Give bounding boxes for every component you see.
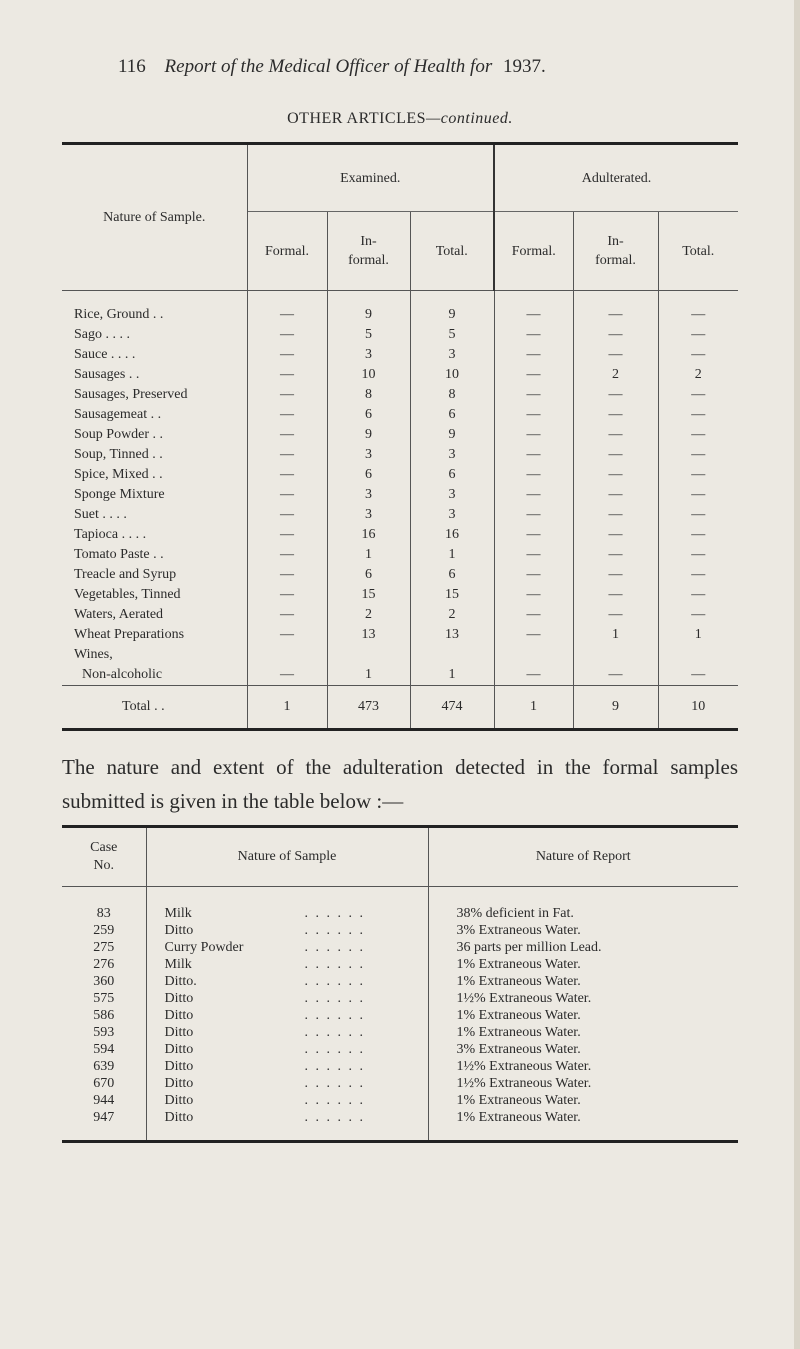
examined-informal: 3: [327, 505, 410, 525]
report-title: Report of the Medical Officer of Health for: [164, 56, 493, 77]
adulterated-formal: —: [494, 445, 573, 465]
sample-name: Ditto: [164, 1093, 194, 1108]
table-row: [62, 922, 738, 939]
report-text: 1½% Extraneous Water.: [428, 1058, 738, 1075]
sample-cell: [146, 973, 428, 990]
examined-informal: 6: [327, 565, 410, 585]
adulterated-total: —: [658, 465, 738, 485]
sample-name: Tomato Paste . .: [74, 547, 164, 562]
header-adulterated: Adulterated.: [494, 144, 738, 212]
sample-name: Sausages . .: [74, 367, 140, 382]
table-row: [62, 445, 738, 465]
examined-formal: —: [247, 405, 327, 425]
examined-informal: 8: [327, 385, 410, 405]
adulterated-total: 1: [658, 625, 738, 645]
adulterated-formal: —: [494, 365, 573, 385]
examined-total: 9: [410, 425, 494, 445]
table-row: [62, 565, 738, 585]
wines-examined-total: 1: [410, 665, 494, 686]
adulterated-informal: —: [573, 305, 658, 325]
leader-dots: . . . . . .: [304, 1025, 365, 1040]
adulterated-total: —: [658, 385, 738, 405]
case-number: 670: [93, 1076, 115, 1091]
leader-dots: . . . . . .: [304, 991, 365, 1006]
table-row: [62, 905, 738, 922]
table-row: [62, 505, 738, 525]
table-row: [62, 973, 738, 990]
adulterated-total: —: [658, 605, 738, 625]
subtitle-continued: —continued.: [426, 110, 513, 127]
table-row: [62, 625, 738, 645]
examined-formal: —: [247, 425, 327, 445]
sample-name: Spice, Mixed . .: [74, 467, 163, 482]
sample-name: Sausages, Preserved: [74, 387, 188, 402]
case-number: 575: [93, 991, 115, 1006]
total-examined-formal: 1: [247, 686, 327, 730]
subtitle-main: OTHER ARTICLES: [287, 110, 427, 127]
examined-informal: 3: [327, 345, 410, 365]
total-adulterated-total: 10: [658, 686, 738, 730]
examined-informal: 9: [327, 305, 410, 325]
wines-examined-informal: 1: [327, 665, 410, 686]
examined-formal: —: [247, 385, 327, 405]
examined-informal: 10: [327, 365, 410, 385]
examined-formal: —: [247, 625, 327, 645]
report-text: 1% Extraneous Water.: [428, 1007, 738, 1024]
case-number: 593: [93, 1025, 115, 1040]
table-row: [62, 605, 738, 625]
adulterated-formal: —: [494, 405, 573, 425]
sample-name: Soup Powder . .: [74, 427, 164, 442]
report-text: 1% Extraneous Water.: [428, 1092, 738, 1109]
header-nature-of-report: Nature of Report: [428, 827, 738, 887]
adulterated-formal: —: [494, 505, 573, 525]
report-text: 1½% Extraneous Water.: [428, 990, 738, 1007]
leader-dots: . . . . . .: [304, 906, 365, 921]
adulterated-total: —: [658, 585, 738, 605]
examined-informal: 3: [327, 485, 410, 505]
section-subtitle: [0, 110, 800, 128]
report-text: 1% Extraneous Water.: [428, 1024, 738, 1041]
wines-adulterated-informal: —: [573, 665, 658, 686]
intro-paragraph: The nature and extent of the adulteration detected in the formal samples submitted is given in the table below :—: [62, 755, 738, 813]
examined-total: 10: [410, 365, 494, 385]
page-edge: [794, 0, 800, 1349]
leader-dots: . . . . . .: [304, 1059, 365, 1074]
adulterated-informal: —: [573, 385, 658, 405]
adulterated-formal: —: [494, 585, 573, 605]
leader-dots: . . . . . .: [304, 1042, 365, 1057]
report-text: 1% Extraneous Water.: [428, 1109, 738, 1126]
table-row: [62, 990, 738, 1007]
adulterated-informal: 2: [573, 365, 658, 385]
adulterated-informal: —: [573, 465, 658, 485]
table-row: [62, 325, 738, 345]
case-number: 83: [96, 906, 111, 921]
sample-name: Vegetables, Tinned: [74, 587, 181, 602]
header-adulterated-total: Total.: [658, 212, 738, 291]
case-number: 594: [93, 1042, 115, 1057]
examined-informal: 2: [327, 605, 410, 625]
total-adulterated-formal: 1: [494, 686, 573, 730]
adulterated-informal: —: [573, 605, 658, 625]
examined-informal: 15: [327, 585, 410, 605]
examined-total: 3: [410, 445, 494, 465]
total-examined-informal: 473: [327, 686, 410, 730]
examined-total: 13: [410, 625, 494, 645]
adulterated-total: —: [658, 525, 738, 545]
sample-name: Ditto: [164, 991, 194, 1006]
header-case-no: Case No.: [62, 827, 146, 887]
other-articles-table: [62, 142, 738, 731]
adulterated-informal: —: [573, 425, 658, 445]
table-row: [62, 939, 738, 956]
sample-cell: [146, 1041, 428, 1058]
sample-cell: [146, 939, 428, 956]
total-examined-total: 474: [410, 686, 494, 730]
wines-label-line1: Wines,: [74, 647, 113, 662]
report-text: 3% Extraneous Water.: [428, 1041, 738, 1058]
adulterated-formal: —: [494, 545, 573, 565]
total-label: Total . .: [62, 686, 247, 730]
examined-total: 15: [410, 585, 494, 605]
adulterated-informal: —: [573, 445, 658, 465]
examined-formal: —: [247, 605, 327, 625]
table-row: [62, 1109, 738, 1126]
table-row: [62, 345, 738, 365]
sample-name: Ditto: [164, 1008, 194, 1023]
examined-total: 6: [410, 405, 494, 425]
examined-formal: —: [247, 325, 327, 345]
adulterated-total: —: [658, 565, 738, 585]
header-examined-total: Total.: [410, 212, 494, 291]
examined-total: 2: [410, 605, 494, 625]
sample-cell: [146, 1007, 428, 1024]
adulterated-informal: —: [573, 565, 658, 585]
table-row: [62, 545, 738, 565]
adulterated-total: —: [658, 445, 738, 465]
examined-informal: 3: [327, 445, 410, 465]
adulterated-informal: —: [573, 525, 658, 545]
leader-dots: . . . . . .: [304, 1093, 365, 1108]
sample-name: Waters, Aerated: [74, 607, 164, 622]
table-row: [62, 1058, 738, 1075]
examined-informal: 1: [327, 545, 410, 565]
adulterated-total: —: [658, 505, 738, 525]
wines-examined-formal: —: [247, 665, 327, 686]
adulterated-informal: —: [573, 405, 658, 425]
examined-formal: —: [247, 505, 327, 525]
sample-name: Curry Powder: [164, 940, 244, 955]
sample-name: Sauce . . . .: [74, 347, 136, 362]
report-text: 1% Extraneous Water.: [428, 956, 738, 973]
sample-name: Suet . . . .: [74, 507, 127, 522]
case-number: 275: [93, 940, 115, 955]
total-adulterated-informal: 9: [573, 686, 658, 730]
adulterated-formal: —: [494, 625, 573, 645]
sample-name: Ditto: [164, 1059, 194, 1074]
adulterated-informal: 1: [573, 625, 658, 645]
examined-total: 6: [410, 465, 494, 485]
adulterated-total: —: [658, 545, 738, 565]
adulterated-informal: —: [573, 505, 658, 525]
examined-total: 8: [410, 385, 494, 405]
sample-cell: [146, 905, 428, 922]
wines-label-line2: Non-alcoholic: [82, 667, 163, 682]
adulterated-informal: —: [573, 345, 658, 365]
examined-formal: —: [247, 525, 327, 545]
case-number: 276: [93, 957, 115, 972]
examined-informal: 13: [327, 625, 410, 645]
case-number: 947: [93, 1110, 115, 1125]
sample-name: Milk: [164, 957, 192, 972]
examined-formal: —: [247, 345, 327, 365]
page-header: [118, 56, 546, 78]
wines-adulterated-total: —: [658, 665, 738, 686]
case-number: 360: [93, 974, 115, 989]
adulterated-total: —: [658, 305, 738, 325]
report-text: 1% Extraneous Water.: [428, 973, 738, 990]
sample-cell: [146, 990, 428, 1007]
adulterated-informal: —: [573, 485, 658, 505]
examined-formal: —: [247, 305, 327, 325]
leader-dots: . . . . . .: [304, 1008, 365, 1023]
case-number: 639: [93, 1059, 115, 1074]
leader-dots: . . . . . .: [304, 974, 365, 989]
sample-name: Ditto: [164, 1042, 194, 1057]
examined-total: 1: [410, 545, 494, 565]
report-year: 1937.: [502, 56, 546, 77]
report-text: 36 parts per million Lead.: [428, 939, 738, 956]
adulteration-details-table: [62, 825, 738, 1143]
table-row: [62, 1092, 738, 1109]
sample-name: Ditto: [164, 1076, 194, 1091]
examined-informal: 16: [327, 525, 410, 545]
table-row: [62, 1075, 738, 1092]
table-row: [62, 1024, 738, 1041]
examined-formal: —: [247, 585, 327, 605]
header-adulterated-formal: Formal.: [494, 212, 573, 291]
report-text: 38% deficient in Fat.: [428, 905, 738, 922]
sample-cell: [146, 1075, 428, 1092]
examined-informal: 5: [327, 325, 410, 345]
examined-formal: —: [247, 445, 327, 465]
header-nature-of-sample: Nature of Sample.: [103, 210, 206, 225]
case-number: 586: [93, 1008, 115, 1023]
sample-name: Ditto: [164, 1025, 194, 1040]
header-nature-of-sample: Nature of Sample: [146, 827, 428, 887]
examined-informal: 6: [327, 405, 410, 425]
leader-dots: . . . . . .: [304, 1110, 365, 1125]
header-examined-formal: Formal.: [247, 212, 327, 291]
adulterated-total: 2: [658, 365, 738, 385]
adulterated-total: —: [658, 485, 738, 505]
adulterated-total: —: [658, 425, 738, 445]
adulterated-formal: —: [494, 485, 573, 505]
sample-name: Wheat Preparations: [74, 627, 185, 642]
examined-formal: —: [247, 545, 327, 565]
table-row: [62, 465, 738, 485]
table-row: [62, 956, 738, 973]
sample-name: Treacle and Syrup: [74, 567, 177, 582]
sample-name: Tapioca . . . .: [74, 527, 147, 542]
report-text: 1½% Extraneous Water.: [428, 1075, 738, 1092]
sample-name: Sponge Mixture: [74, 487, 165, 502]
sample-cell: [146, 956, 428, 973]
examined-total: 16: [410, 525, 494, 545]
table-row: [62, 485, 738, 505]
sample-cell: [146, 1024, 428, 1041]
sample-cell: [146, 1058, 428, 1075]
case-number: 259: [93, 923, 115, 938]
wines-adulterated-formal: —: [494, 665, 573, 686]
adulterated-informal: —: [573, 545, 658, 565]
sample-name: Rice, Ground . .: [74, 307, 164, 322]
case-number: 944: [93, 1093, 115, 1108]
examined-informal: 6: [327, 465, 410, 485]
sample-cell: [146, 1109, 428, 1126]
adulterated-total: —: [658, 345, 738, 365]
sample-name: Sago . . . .: [74, 327, 130, 342]
sample-cell: [146, 1092, 428, 1109]
table-row: [62, 305, 738, 325]
total-row: [62, 686, 738, 730]
adulterated-formal: —: [494, 425, 573, 445]
table-row: [62, 365, 738, 385]
adulterated-formal: —: [494, 385, 573, 405]
adulterated-formal: —: [494, 305, 573, 325]
adulterated-formal: —: [494, 465, 573, 485]
table-row: [62, 405, 738, 425]
table-row: [62, 525, 738, 545]
examined-total: 3: [410, 345, 494, 365]
table-row: [62, 1041, 738, 1058]
adulterated-formal: —: [494, 325, 573, 345]
sample-name: Soup, Tinned . .: [74, 447, 163, 462]
examined-formal: —: [247, 565, 327, 585]
adulterated-formal: —: [494, 605, 573, 625]
examined-informal: 9: [327, 425, 410, 445]
adulterated-formal: —: [494, 565, 573, 585]
adulterated-formal: —: [494, 345, 573, 365]
examined-formal: —: [247, 465, 327, 485]
adulterated-total: —: [658, 405, 738, 425]
table-row: [62, 385, 738, 405]
header-adulterated-informal: In- formal.: [573, 212, 658, 291]
page-number: 116: [118, 56, 146, 77]
examined-total: 3: [410, 485, 494, 505]
sample-cell: [146, 922, 428, 939]
examined-total: 6: [410, 565, 494, 585]
table-row: [62, 425, 738, 445]
leader-dots: . . . . . .: [304, 1076, 365, 1091]
leader-dots: . . . . . .: [304, 957, 365, 972]
examined-total: 3: [410, 505, 494, 525]
adulterated-formal: —: [494, 525, 573, 545]
sample-name: Ditto: [164, 1110, 194, 1125]
sample-name: Milk: [164, 906, 192, 921]
examined-total: 5: [410, 325, 494, 345]
sample-name: Ditto.: [164, 974, 197, 989]
table-row: [62, 585, 738, 605]
examined-formal: —: [247, 365, 327, 385]
header-examined: Examined.: [247, 144, 494, 212]
table-row: [62, 1007, 738, 1024]
sample-name: Sausagemeat . .: [74, 407, 162, 422]
adulterated-informal: —: [573, 325, 658, 345]
examined-total: 9: [410, 305, 494, 325]
report-text: 3% Extraneous Water.: [428, 922, 738, 939]
sample-name: Ditto: [164, 923, 194, 938]
examined-formal: —: [247, 485, 327, 505]
adulterated-total: —: [658, 325, 738, 345]
header-examined-informal: In- formal.: [327, 212, 410, 291]
leader-dots: . . . . . .: [304, 923, 365, 938]
adulterated-informal: —: [573, 585, 658, 605]
leader-dots: . . . . . .: [304, 940, 365, 955]
